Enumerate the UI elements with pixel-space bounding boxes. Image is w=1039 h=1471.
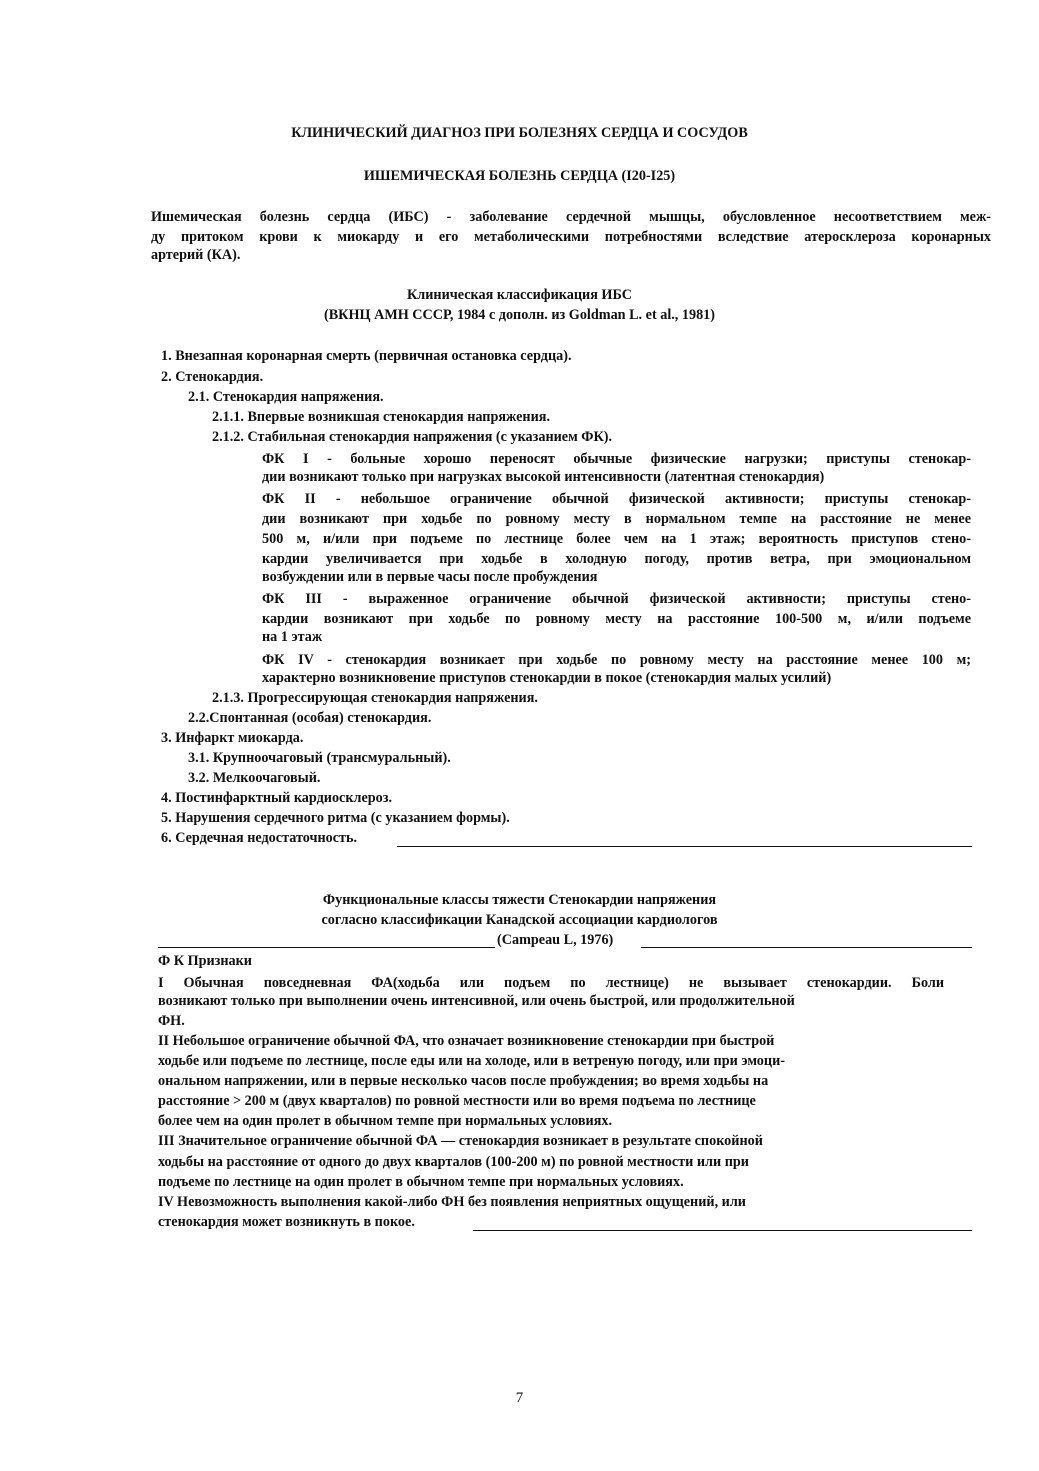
class-item-2-1: 2.1. Стенокардия напряжения. [188, 389, 384, 405]
fk3-line-1: ФК III - выраженное ограничение обычной физической активности; приступы стено- [262, 591, 971, 607]
class-item-1: 1. Внезапная коронарная смерть (первичная остановка сердца). [161, 348, 572, 364]
fk1-line-2: дии возникают только при нагрузках высокой интенсивности (латентная стенокардия) [262, 469, 825, 485]
page-number: 7 [515, 1390, 524, 1406]
fk2-line-5: возбуждении или в первые часы после пробуждения [262, 569, 598, 585]
class-item-4: 4. Постинфарктный кардиосклероз. [161, 790, 393, 806]
definition-line-1: Ишемическая болезнь сердца (ИБС) - заболевание сердечной мышцы, обусловленное несоответствием меж- [151, 209, 991, 225]
class-item-2: 2. Стенокардия. [161, 369, 264, 385]
class3-line-1: III Значительное ограничение обычной ФА — стенокардия возникает в результате спокойной [158, 1133, 763, 1149]
class1-line-1: I Обычная повседневная ФА(ходьба или подъем по лестнице) не вызывает стенокардии. Боли [158, 975, 944, 991]
class-item-3-1: 3.1. Крупноочаговый (трансмуральный). [188, 750, 451, 766]
separator-rule-left [158, 947, 495, 948]
fk3-line-2: кардии возникают при ходьбе по ровному месту на расстояние 100-500 м, и/или подъеме [262, 611, 971, 627]
separator-rule-right [641, 947, 972, 948]
fk2-line-4: кардии увеличивается при ходьбе в холодную погоду, против ветра, при эмоциональном [262, 551, 971, 567]
separator-rule-1 [397, 846, 972, 847]
fk2-line-2: дии возникают при ходьбе по ровному месту в нормальном темпе на расстояние не менее [262, 511, 971, 527]
class-item-3-2: 3.2. Мелкоочаговый. [188, 770, 321, 786]
functional-title-2: согласно классификации Канадской ассоциации кардиологов [321, 912, 718, 928]
class4-line-2: стенокардия может возникнуть в покое. [158, 1214, 415, 1230]
class4-line-1: IV Невозможность выполнения какой-либо ФН без появления неприятных ощущений, или [158, 1194, 746, 1210]
definition-line-3: артерий (КА). [151, 247, 241, 263]
class2-line-5: более чем на один пролет в обычном темпе при нормальных условиях. [158, 1113, 613, 1129]
class3-line-3: подъеме по лестнице на один пролет в обычном темпе при нормальных условиях. [158, 1174, 684, 1190]
definition-line-2: ду притоком крови к миокарду и его метаболическими потребностями вследствие атеросклероза коронарных [151, 229, 991, 245]
fk3-line-3: на 1 этаж [262, 629, 323, 645]
class-item-3: 3. Инфаркт миокарда. [161, 730, 304, 746]
fk4-line-1: ФК IV - стенокардия возникает при ходьбе по ровному месту на расстояние менее 100 м; [262, 652, 971, 668]
class-item-6: 6. Сердечная недостаточность. [161, 830, 358, 846]
class1-line-3: ФН. [158, 1013, 185, 1029]
classification-source: (ВКНЦ АМН СССР, 1984 с дополн. из Goldman L. et al., 1981) [323, 307, 715, 323]
class-item-5: 5. Нарушения сердечного ритма (с указанием формы). [161, 810, 510, 826]
classification-title: Клиническая классификация ИБС [407, 287, 632, 303]
functional-header: Ф К Признаки [158, 953, 252, 969]
fk4-line-2: характерно возникновение приступов стенокардии в покое (стенокардия малых усилий) [262, 670, 832, 686]
class2-line-3: ональном напряжении, или в первые несколько часов после пробуждения; во время ходьбы на [158, 1073, 769, 1089]
fk2-line-3: 500 м, и/или при подъеме по лестнице более чем на 1 этаж; вероятность приступов стено- [262, 531, 971, 547]
page-subtitle: ИШЕМИЧЕСКАЯ БОЛЕЗНЬ СЕРДЦА (I20-I25) [363, 168, 676, 184]
fk2-line-1: ФК II - небольшое ограничение обычной физической активности; приступы стенокар- [262, 491, 971, 507]
class1-line-2: возникают только при выполнении очень интенсивной, или очень быстрой, или продолжительной [158, 993, 795, 1009]
class2-line-1: II Небольшое ограничение обычной ФА, что означает возникновение стенокардии при быстрой [158, 1033, 775, 1049]
fk1-line-1: ФК I - больные хорошо переносят обычные физические нагрузки; приступы стенокар- [262, 451, 971, 467]
class-item-2-1-3: 2.1.3. Прогрессирующая стенокардия напряжения. [212, 690, 538, 706]
functional-source: (Campeau L, 1976) [497, 932, 614, 948]
class-item-2-1-2: 2.1.2. Стабильная стенокардия напряжения (с указанием ФК). [212, 429, 613, 445]
class2-line-2: ходьбе или подъеме по лестнице, после еды или на холоде, или в ветреную погоду, или при эмоци- [158, 1053, 785, 1069]
class3-line-2: ходьбы на расстояние от одного до двух кварталов (100-200 м) по ровной местности или при [158, 1154, 749, 1170]
separator-rule-2 [473, 1230, 972, 1231]
page-title: КЛИНИЧЕСКИЙ ДИАГНОЗ ПРИ БОЛЕЗНЯХ СЕРДЦА И СОСУДОВ [291, 125, 748, 141]
class2-line-4: расстояние > 200 м (двух кварталов) по ровной местности или во время подъема по лестнице [158, 1093, 756, 1109]
class-item-2-1-1: 2.1.1. Впервые возникшая стенокардия напряжения. [212, 409, 551, 425]
class-item-2-2: 2.2.Спонтанная (особая) стенокардия. [188, 710, 432, 726]
functional-title-1: Функциональные классы тяжести Стенокардии напряжения [322, 892, 717, 908]
